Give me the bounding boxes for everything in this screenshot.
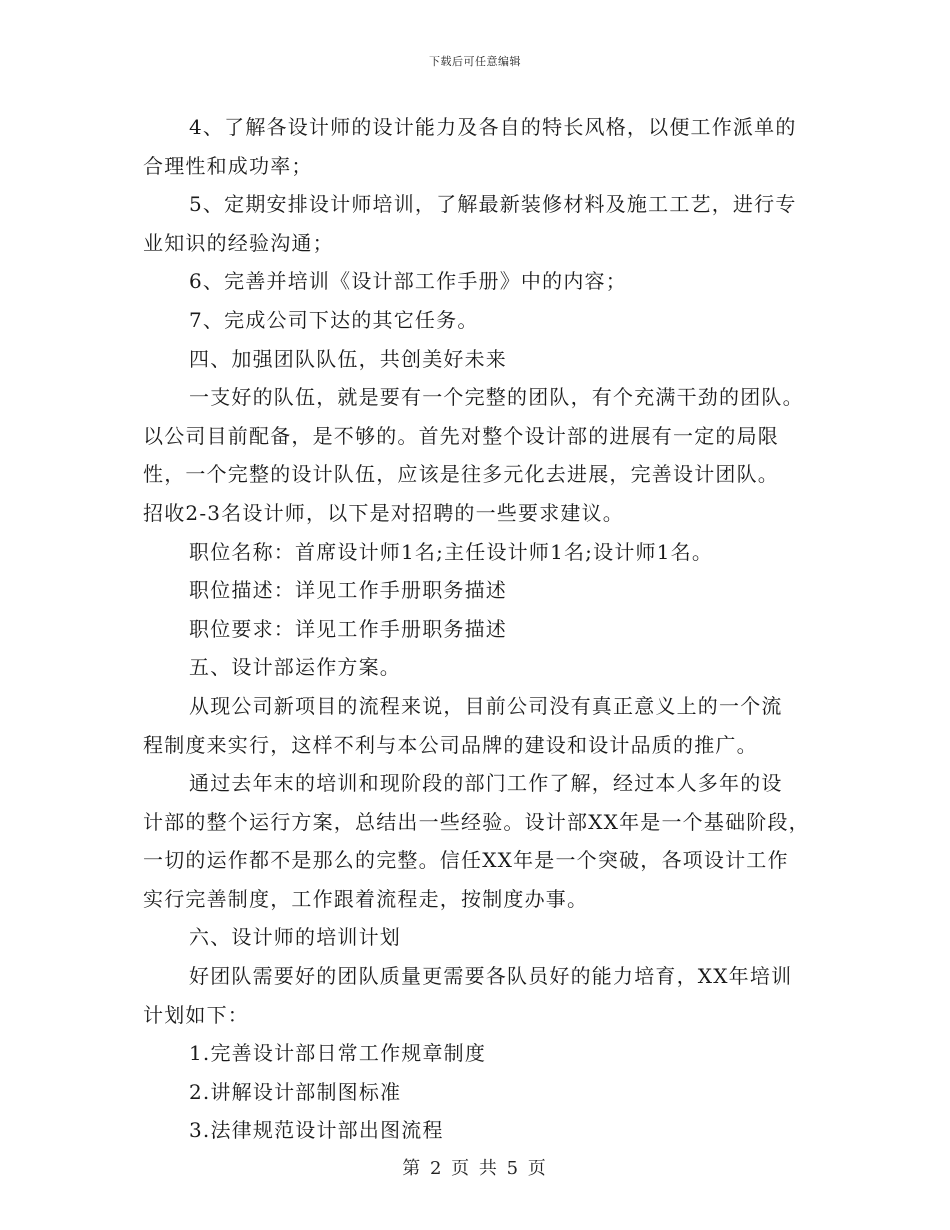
paragraph-line: 从现公司新项目的流程来说，目前公司没有真正意义上的一个流 bbox=[189, 693, 783, 718]
paragraph-line: 合理性和成功率； bbox=[143, 153, 313, 178]
section-heading: 四、加强团队队伍，共创美好未来 bbox=[189, 346, 507, 371]
paragraph-line: 5、定期安排设计师培训，了解最新装修材料及施工工艺，进行专 bbox=[189, 192, 797, 217]
paragraph-line: 一支好的队伍，就是要有一个完整的团队，有个充满干劲的团队。 bbox=[189, 385, 804, 410]
paragraph-line: 好团队需要好的团队质量更需要各队员好的能力培育，XX年培训 bbox=[189, 964, 793, 989]
page-footer: 第 2 页 共 5 页 bbox=[402, 1158, 548, 1179]
paragraph-line: 职位要求：详见工作手册职务描述 bbox=[189, 616, 507, 641]
paragraph-line: 性，一个完整的设计队伍，应该是往多元化去进展，完善设计团队。 bbox=[143, 462, 779, 487]
paragraph-line: 招收2-3名设计师，以下是对招聘的一些要求建议。 bbox=[143, 500, 625, 525]
paragraph-line: 通过去年末的培训和现阶段的部门工作了解，经过本人多年的设 bbox=[189, 771, 783, 796]
list-item: 2.讲解设计部制图标准 bbox=[189, 1079, 402, 1104]
paragraph-line: 以公司目前配备，是不够的。首先对整个设计部的进展有一定的局限 bbox=[143, 423, 779, 448]
paragraph-line: 4、了解各设计师的设计能力及各自的特长风格，以便工作派单的 bbox=[189, 115, 797, 139]
paragraph-line: 职位名称：首席设计师1名;主任设计师1名;设计师1名。 bbox=[189, 539, 714, 564]
paragraph-line: 职位描述：详见工作手册职务描述 bbox=[189, 578, 507, 603]
document-body bbox=[143, 108, 813, 1150]
section-heading: 六、设计师的培训计划 bbox=[189, 925, 401, 950]
paragraph-line: 实行完善制度，工作跟着流程走，按制度办事。 bbox=[143, 886, 589, 911]
paragraph-line: 业知识的经验沟通； bbox=[143, 230, 334, 255]
list-item: 3.法律规范设计部出图流程 bbox=[189, 1118, 444, 1143]
paragraph-line: 程制度来实行，这样不利与本公司品牌的建设和设计品质的推广。 bbox=[143, 732, 758, 757]
section-heading: 五、设计部运作方案。 bbox=[189, 655, 401, 680]
paragraph-line: 计划如下： bbox=[143, 1002, 249, 1027]
list-item: 1.完善设计部日常工作规章制度 bbox=[189, 1041, 487, 1066]
paragraph-line: 一切的运作都不是那么的完整。信任XX年是一个突破，各项设计工作 bbox=[143, 848, 789, 873]
paragraph-line: 计部的整个运行方案，总结出一些经验。设计部XX年是一个基础阶段， bbox=[143, 809, 810, 834]
paragraph-line: 6、完善并培训《设计部工作手册》中的内容； bbox=[189, 269, 627, 294]
paragraph-line: 7、完成公司下达的其它任务。 bbox=[189, 307, 479, 332]
page-header: 下载后可任意编辑 bbox=[429, 55, 521, 68]
